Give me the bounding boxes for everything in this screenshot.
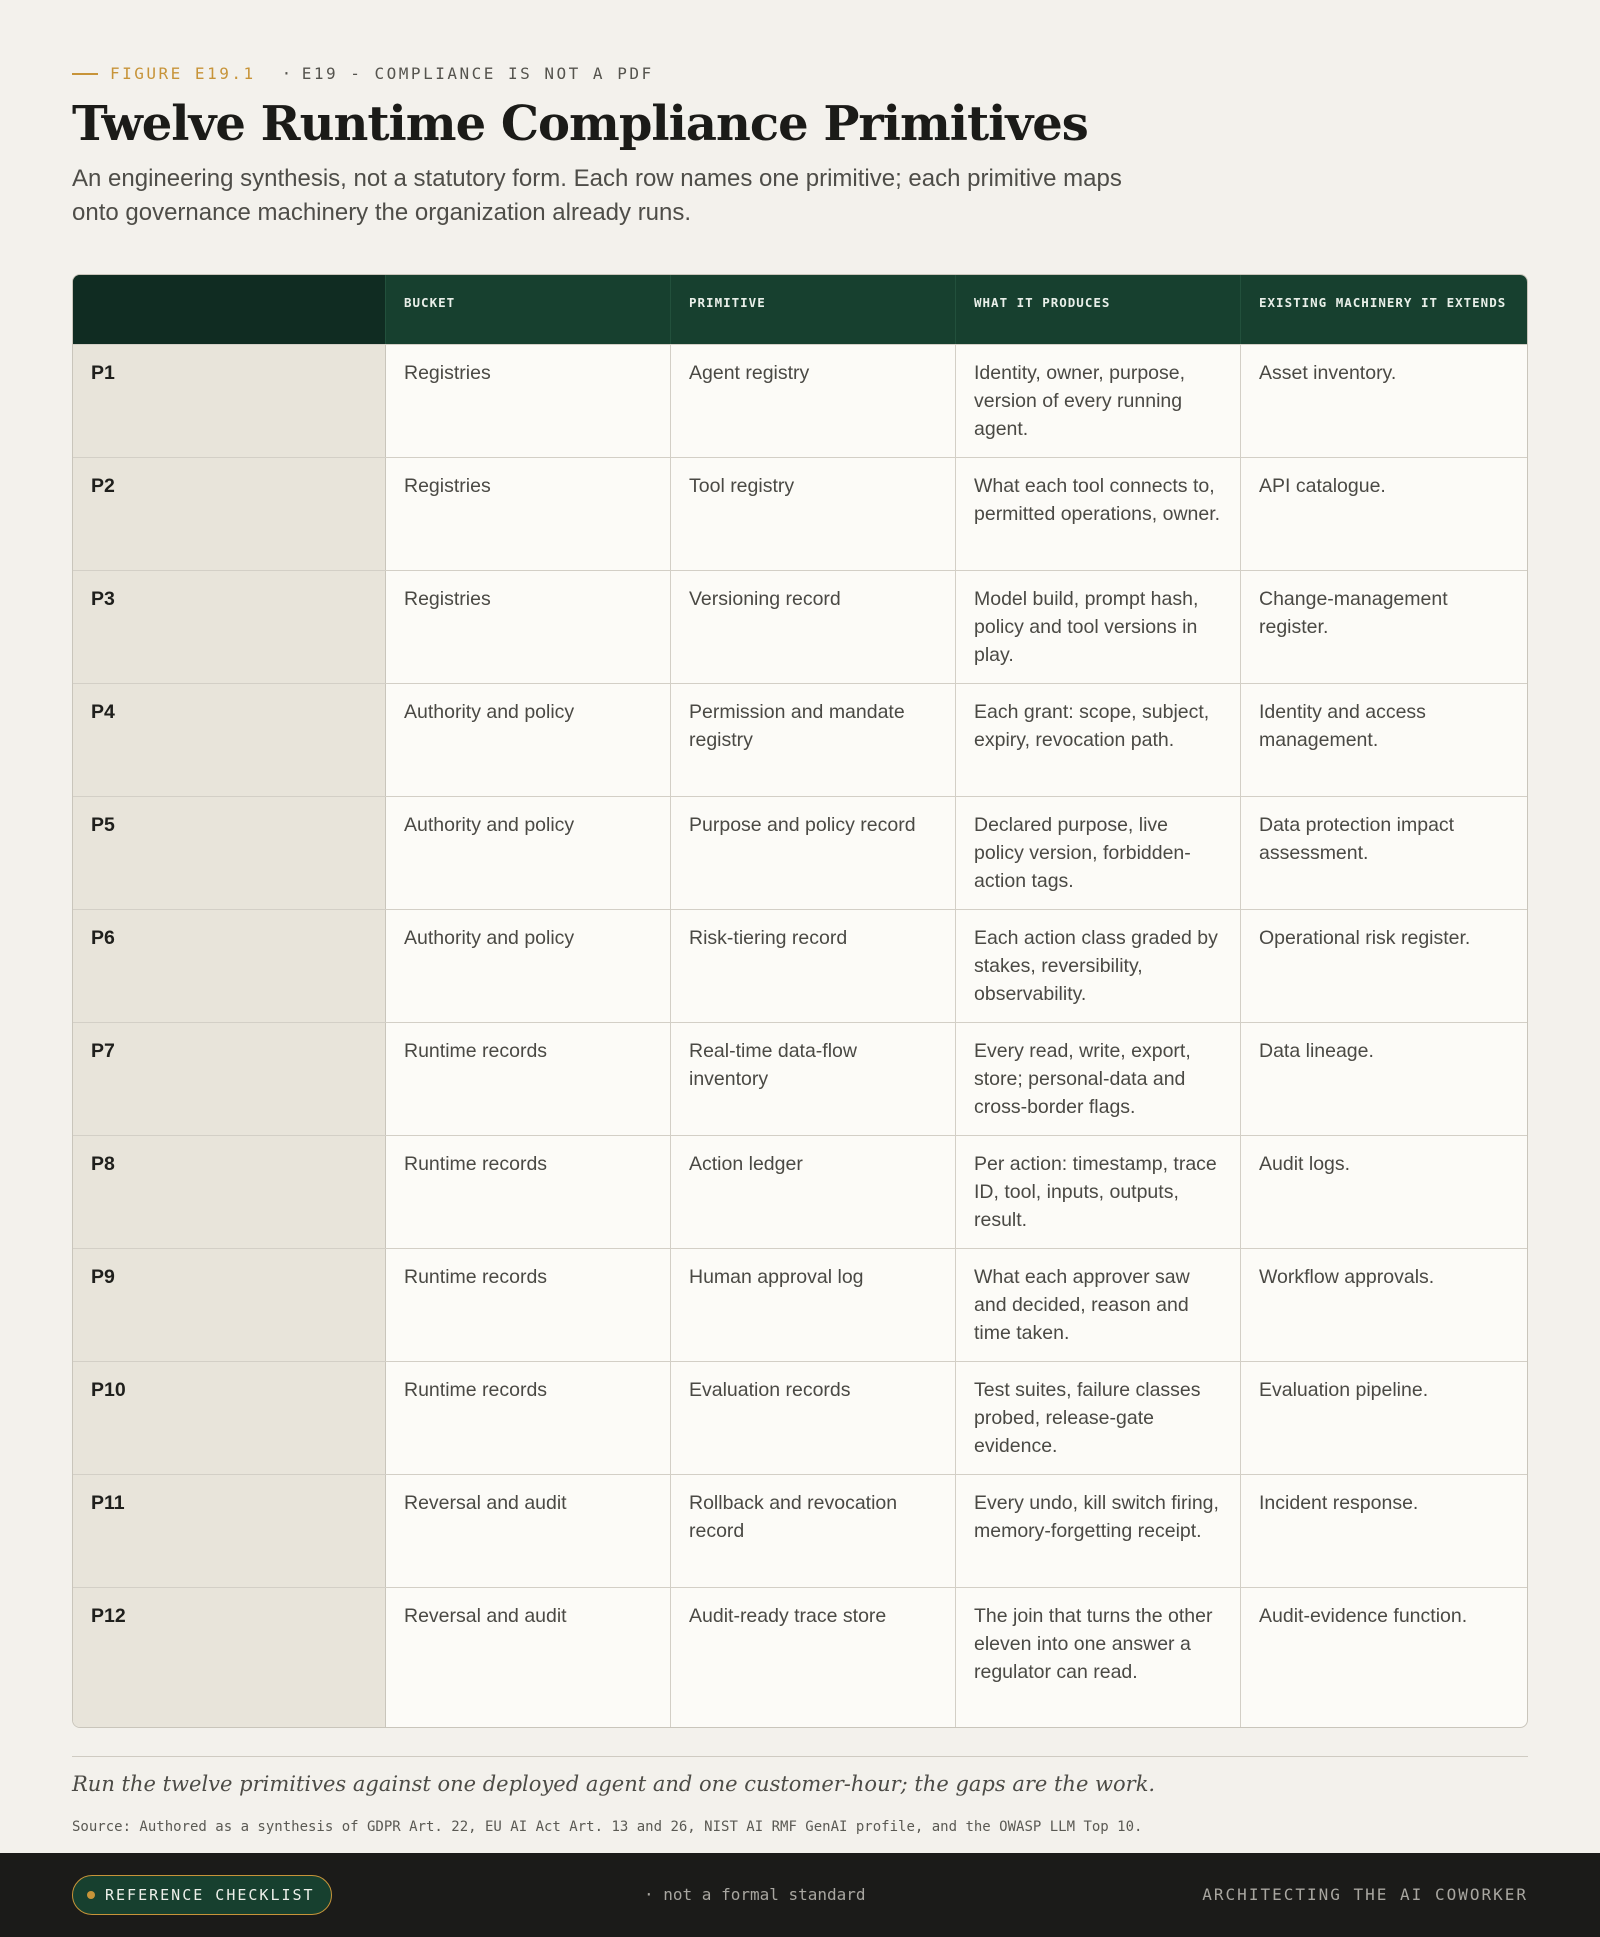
table-row: [73, 1361, 1527, 1474]
row-primitive: Tool registry: [671, 458, 956, 570]
row-primitive: Audit-ready trace store: [671, 1588, 956, 1727]
row-extends: Change-management register.: [1259, 588, 1448, 638]
closing-note: Run the twelve primitives against one deployed agent and one customer-hour; the gaps are the work.: [72, 1772, 1156, 1796]
badge-label: REFERENCE CHECKLIST: [105, 1886, 315, 1904]
figure-label: FIGURE E19.1: [110, 64, 256, 83]
header-extends: EXISTING MACHINERY IT EXTENDS: [1259, 295, 1507, 310]
row-id: P9: [73, 1249, 386, 1361]
row-primitive: Evaluation records: [671, 1362, 956, 1474]
row-extends: Asset inventory.: [1259, 362, 1397, 384]
row-primitive: Agent registry: [671, 345, 956, 457]
row-id: P1: [73, 345, 386, 457]
eyebrow-separator: ·: [281, 64, 294, 83]
row-extends: Audit logs.: [1259, 1153, 1351, 1175]
row-extends: Identity and access management.: [1259, 701, 1426, 751]
row-bucket: Registries: [386, 571, 671, 683]
figure-eyebrow: [72, 64, 654, 83]
table-row: [73, 1474, 1527, 1587]
row-id: P7: [73, 1023, 386, 1135]
page-subtitle: An engineering synthesis, not a statutory form. Each row names one primitive; each primitive maps onto governance machinery the organization already runs.: [72, 165, 1122, 226]
row-bucket: Registries: [386, 458, 671, 570]
table-row: [73, 457, 1527, 570]
row-produces: What each approver saw and decided, reason and time taken.: [956, 1249, 1241, 1361]
row-extends: API catalogue.: [1259, 475, 1386, 497]
badge-dot-icon: [87, 1891, 95, 1899]
header-bucket: BUCKET: [386, 275, 671, 344]
row-bucket: Reversal and audit: [386, 1475, 671, 1587]
table-row: [73, 1248, 1527, 1361]
row-bucket: Runtime records: [386, 1249, 671, 1361]
row-bucket: Runtime records: [386, 1023, 671, 1135]
table-row: [73, 909, 1527, 1022]
row-id: P6: [73, 910, 386, 1022]
row-produces: Per action: timestamp, trace ID, tool, inputs, outputs, result.: [956, 1136, 1241, 1248]
table-row: [73, 796, 1527, 909]
row-produces: What each tool connects to, permitted operations, owner.: [956, 458, 1241, 570]
row-produces: Identity, owner, purpose, version of every running agent.: [956, 345, 1241, 457]
row-id: P2: [73, 458, 386, 570]
row-primitive: Rollback and revocation record: [671, 1475, 956, 1587]
row-produces: Test suites, failure classes probed, release-gate evidence.: [956, 1362, 1241, 1474]
row-id: P4: [73, 684, 386, 796]
row-extends: Workflow approvals.: [1259, 1266, 1435, 1288]
row-produces: Declared purpose, live policy version, forbidden-action tags.: [956, 797, 1241, 909]
row-produces: Each grant: scope, subject, expiry, revocation path.: [956, 684, 1241, 796]
row-extends: Evaluation pipeline.: [1259, 1379, 1429, 1401]
row-produces: Each action class graded by stakes, reversibility, observability.: [956, 910, 1241, 1022]
section-label: E19 - COMPLIANCE IS NOT A PDF: [301, 64, 654, 83]
row-primitive: Action ledger: [671, 1136, 956, 1248]
footer-middle-text: · not a formal standard: [644, 1885, 866, 1904]
footer-bar: [0, 1853, 1600, 1937]
table-row: [73, 570, 1527, 683]
row-bucket: Registries: [386, 345, 671, 457]
row-id: P12: [73, 1588, 386, 1727]
row-primitive: Versioning record: [671, 571, 956, 683]
row-primitive: Real-time data-flow inventory: [671, 1023, 956, 1135]
table-header: [73, 275, 1527, 344]
row-extends: Data lineage.: [1259, 1040, 1374, 1062]
row-bucket: Authority and policy: [386, 797, 671, 909]
row-id: P5: [73, 797, 386, 909]
divider: [72, 1756, 1528, 1757]
accent-rule: [72, 73, 98, 75]
row-id: P11: [73, 1475, 386, 1587]
reference-checklist-badge: [72, 1875, 332, 1915]
table-body: [73, 344, 1527, 1727]
row-id: P8: [73, 1136, 386, 1248]
row-extends: Operational risk register.: [1259, 927, 1471, 949]
table-row: [73, 344, 1527, 457]
footer-book-title: ARCHITECTING THE AI COWORKER: [1202, 1885, 1528, 1904]
header-produces: WHAT IT PRODUCES: [956, 275, 1241, 344]
source-line: Source: Authored as a synthesis of GDPR Art. 22, EU AI Act Art. 13 and 26, NIST AI RMF GenAI profile, and the OWASP LLM Top 10.: [72, 1819, 1143, 1835]
row-primitive: Human approval log: [671, 1249, 956, 1361]
row-primitive: Permission and mandate registry: [671, 684, 956, 796]
row-bucket: Authority and policy: [386, 910, 671, 1022]
table-row: [73, 1022, 1527, 1135]
row-primitive: Purpose and policy record: [671, 797, 956, 909]
row-produces: Every undo, kill switch firing, memory-forgetting receipt.: [956, 1475, 1241, 1587]
row-id: P10: [73, 1362, 386, 1474]
row-bucket: Runtime records: [386, 1136, 671, 1248]
row-bucket: Runtime records: [386, 1362, 671, 1474]
row-extends: Audit-evidence function.: [1259, 1605, 1468, 1627]
row-produces: Every read, write, export, store; personal-data and cross-border flags.: [956, 1023, 1241, 1135]
row-produces: The join that turns the other eleven into one answer a regulator can read.: [956, 1588, 1241, 1727]
header-id: [73, 275, 386, 344]
header-primitive: PRIMITIVE: [671, 275, 956, 344]
row-id: P3: [73, 571, 386, 683]
row-produces: Model build, prompt hash, policy and tool versions in play.: [956, 571, 1241, 683]
table-row: [73, 1135, 1527, 1248]
table-row: [73, 1587, 1527, 1727]
table-row: [73, 683, 1527, 796]
row-primitive: Risk-tiering record: [671, 910, 956, 1022]
row-bucket: Reversal and audit: [386, 1588, 671, 1727]
primitives-table: [72, 274, 1528, 1728]
page-title: Twelve Runtime Compliance Primitives: [72, 96, 1088, 152]
row-bucket: Authority and policy: [386, 684, 671, 796]
row-extends: Data protection impact assessment.: [1259, 814, 1455, 864]
row-extends: Incident response.: [1259, 1492, 1419, 1514]
